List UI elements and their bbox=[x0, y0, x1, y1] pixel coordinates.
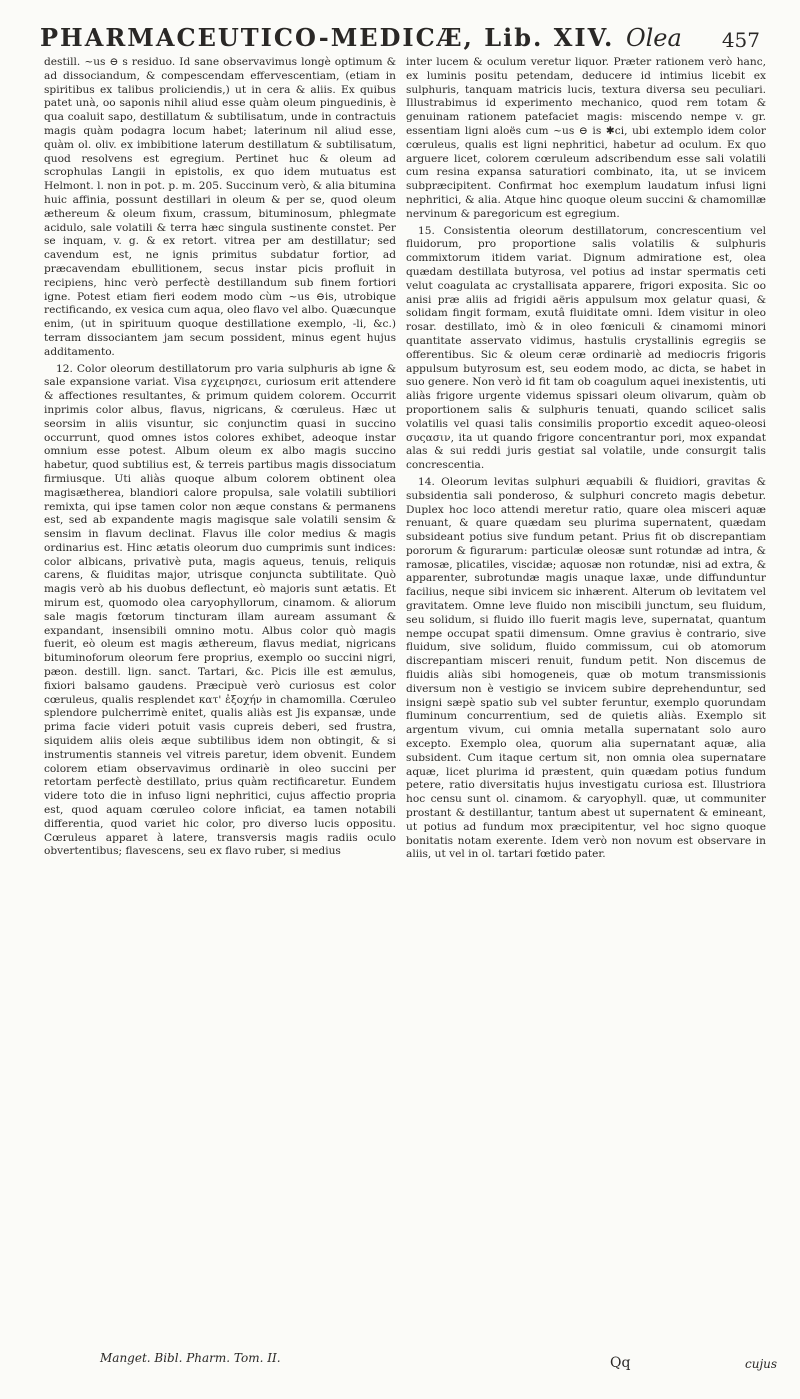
signature-mark: Qq bbox=[610, 1355, 631, 1371]
right-column bbox=[406, 56, 766, 1359]
catchword: cujus bbox=[745, 1357, 778, 1371]
footer-book-reference: Manget. Bibl. Pharm. Tom. II. bbox=[100, 1351, 281, 1365]
left-column bbox=[44, 56, 396, 1359]
right-paragraph-3: 14. Oleorum levitas sulphuri æquabili & fluidiori, gravitas & subsidentia sali ponderoso, & sulphuri concreto magis debetur. Duplex hoc loco attendi meretur ratio, quare olea misceri aquæ renuant, & quare quædam seu plurima supernatent, quædam subsideant potius sive fundum petant. Prius fit ob discrepantiam pororum & figurarum: particulæ oleosæ sunt rotundæ ad intra, & ramosæ, plicatiles, viscidæ; aquosæ non rotundæ, nisi ad extra, & apparenter, subrotundæ magis unaque laxæ, unde diffunduntur facilius, neque sibi invicem sic inhærent. Alterum ob levitatem vel gravitatem. Omne leve fluido non miscibili junctum, seu fluidum, seu solidum, si fluido illo fuerit magis leve, supernatat, quantum nempe occupat spatii dimensum. Omne gravius è contrario, sive fluidum, sive solidum, fluido commissum, cui ob atomorum discrepantiam misceri renuit, fundum petit. Non discemus de fluidis aliàs sibi homogeneis, quæ ob motum transmissionis diversum non è vestigio se invicem subire deprehenduntur, sed insigni sæpè spatio sub vel subter feruntur, exemplo quorundam fluminum concurrentium, sed de quietis aliàs. Exemplo sit argentum vivum, cui omnia metalla supernatant solo auro excepto. Exemplo olea, quorum alia supernatant aquæ, alia subsident. Cum itaque certum sit, non omnia olea supernatare aquæ, licet plurima id præstent, quin quædam potius fundum petere, ratio diversitatis hujus investigatu curiosa est. Illustriora hoc censu sunt ol. cinamom. & caryophyll. quæ, ut communiter prostant & destillantur, tantum abest ut supernatent & emineant, ut potius ad fundum mox præcipitentur, vel hoc signo quoque bonitatis notam exerente. Idem verò non novum est observare in aliis, ut vel in ol. tartari fœtido pater. bbox=[406, 475, 766, 861]
left-paragraph-1: destill. ~us ⊖ s residuo. Id sane observavimus longè optimum & ad dissociandum, & compescendam effervescentiam, (etiam in spiritibus ex talibus proliciendis,) ut in cera & aliis. Ex quibus patet unà, oo saponis nihil aliud esse quàm oleum pinguedinis, è qua coaluit sapo, destillatum & subtilisatum, unde in contractuis magis quàm podagra locum habet; laterinum nil aliud esse, quàm ol. oliv. ex imbibitione laterum destillatum & subtilisatum, quod resolvens est egregium. Pertinet huc & oleum ad scrophulas Langii in epistolis, ex quo idem mutuatus est Helmont. l. non in pot. p. m. 205. Succinum verò, & alia bitumina huic affinia, possunt destillari in oleum & per se, quod oleum æthereum & oleum fixum, crassum, bituminosum, phlegmate acidulo, sale volatili & terra hæc singula sustinente constet. Per se inquam, v. g. & ex retort. vitrea per am destillatur; sed cavendum est, ne ignis primitus subdatur fortior, ad præcavendam ebullitionem, secus instar picis profluit in recipiens, hinc verò perfectè destillandum sub finem fortiori igne. Potest etiam fieri eodem modo cùm ~us ⊖is, utrobique rectificando, ex vesica cum aqua, oleo flavo vel albo. Quæcunque enim, (ut in spirituum quoque destillatione exemplo, -li, &c.) terram dissociantem jam secum possident, minus egent hujus additamento. bbox=[44, 56, 396, 358]
running-header bbox=[40, 8, 760, 52]
right-paragraph-2: 15. Consistentia oleorum destillatorum, concrescentium vel fluidorum, pro proportione salis volatilis & sulphuris commixtorum itidem variat. Dignum admiratione est, olea quædam destillata butyrosa, vel potius ad instar spermatis ceti velut coagulata ac crystallisata apparere, frigori exposita. Sic oo anisi præ aliis ad frigidi aëris appulsum mox gelatur quasi, & solidam fingit formam, exutâ fluiditate omni. Idem visitur in oleo rosar. destillato, imò & in oleo fœniculi & cinamomi minori quantitate asservato vidimus, hastulis crystallinis egregiis se offerentibus. Sic & oleum ceræ ordinariè ad mediocris frigoris appulsum butyrosum est, seu eodem modo, ac dicta, se habet in suo genere. Non verò id fit tam ob coagulum aquei inexistentis, uti aliàs frigore urgente videmus spissari oleum olivarum, quàm ob proportionem salis & sulphuris tenuati, quando scilicet salis volatilis vel quasi talis consimilis proportio excedit aqueo-oleosi συςασιν, ita ut quando frigore concentrantur pori, mox expandat alas & sui reddi juris gestiat sal volatile, unde consurgit talis concrescentia. bbox=[406, 224, 766, 472]
page-number: 457 bbox=[721, 28, 760, 52]
running-title: PHARMACEUTICO-MEDICÆ, Lib. XIV. bbox=[40, 23, 615, 52]
header-catchword: Olea bbox=[625, 24, 682, 52]
left-paragraph-2: 12. Color oleorum destillatorum pro varia sulphuris ab igne & sale expansione variat. Visa εγχειρησει, curiosum erit attendere & affectiones resultantes, & primum quidem colorem. Occurrit inprimis color albus, flavus, nigricans, & cœruleus. Hæc ut seorsim in aliis visuntur, sic conjunctim quasi in succino occurrunt, quod omnes istos colores exhibet, adeoque instar omnium esse potest. Album oleum ex albo magis succino habetur, quod subtilius est, & terreis partibus magis dissociatum firmiusque. Uti aliàs quoque album colorem obtinent olea magisætherea, blandiori calore propulsa, sale volatili subtiliori remixta, qui ipse tamen color non æque constans & permanens est, sed ab expandente magis magisque sale volatili sensim & sensim in flavum declinat. Flavus ille color medius & magis ordinarius est. Hinc ætatis oleorum duo cumprimis sunt indices: color albicans, privativè puta, magis aqueus, tenuis, reliquis carens, & fluiditas major, utrisque conjuncta subtilitate. Quò magis verò ab his duobus deflectunt, eò majoris sunt ætatis. Et mirum est, quomodo olea caryophyllorum, cinamom. & aliorum sale magis fœtorum tincturam illam auream assumant & expandant, insensibili omnino motu. Albus color quò magis fuerit, eò oleum est magis æthereum, flavus mediat, nigricans bituminoforum oleorum fere proprius, exemplo oo succini nigri, pæon. destill. lign. sanct. Tartari, &c. Picis ille est æmulus, fixiori balsamo gaudens. Præcipuè verò curiosus est color cœruleus, qualis resplendet κατ' ἐξοχήν in chamomilla. Cœruleo splendore pulcherrimè enitet, qualis aliàs est Jis expansæ, unde prima facie videri potuit vasis cupreis deberi, sed frustra, siquidem aliis oleis æque subtilibus idem non obtingit, & si instrumentis stanneis vel vitreis paretur, idem obvenit. Eundem colorem etiam observavimus ordinariè in oleo succini per retortam perfectè destillato, prius quàm rectificaretur. Eundem videre toto die in infuso ligni nephritici, cujus affectio propria est, quod aquam cœruleo colore inficiat, ea tamen notabili differentia, quod variet hic color, pro diverso lucis oppositu. Cœruleus apparet à latere, transversis magis radiis oculo obvertentibus; flavescens, seu ex flavo ruber, si medius bbox=[44, 362, 396, 858]
right-paragraph-1: inter lucem & oculum veretur liquor. Præter rationem verò hanc, ex luminis positu petendam, deducere id intimius licebit ex sulphuris, tanquam matricis lucis, textura diversa seu peculiari. Illustrabimus id experimento mechanico, quod rem totam & genuinam rationem patefaciet magis: miscendo nempe v. gr. essentiam ligni aloës cum ~us ⊖ is ✱ci, ubi extemplo idem color cœruleus, qualis est ligni nephritici, habetur ad oculum. Ex quo arguere licet, colorem cœruleum adscribendum esse sali volatili cum resina expansa saturatiori combinato, ita, ut se invicem subpræcipitent. Confirmat hoc exemplum laudatum infusi ligni nephritici, & alia. Atque hinc quoque oleum succini & chamomillæ nervinum & paregoricum est egregium. bbox=[406, 56, 766, 220]
